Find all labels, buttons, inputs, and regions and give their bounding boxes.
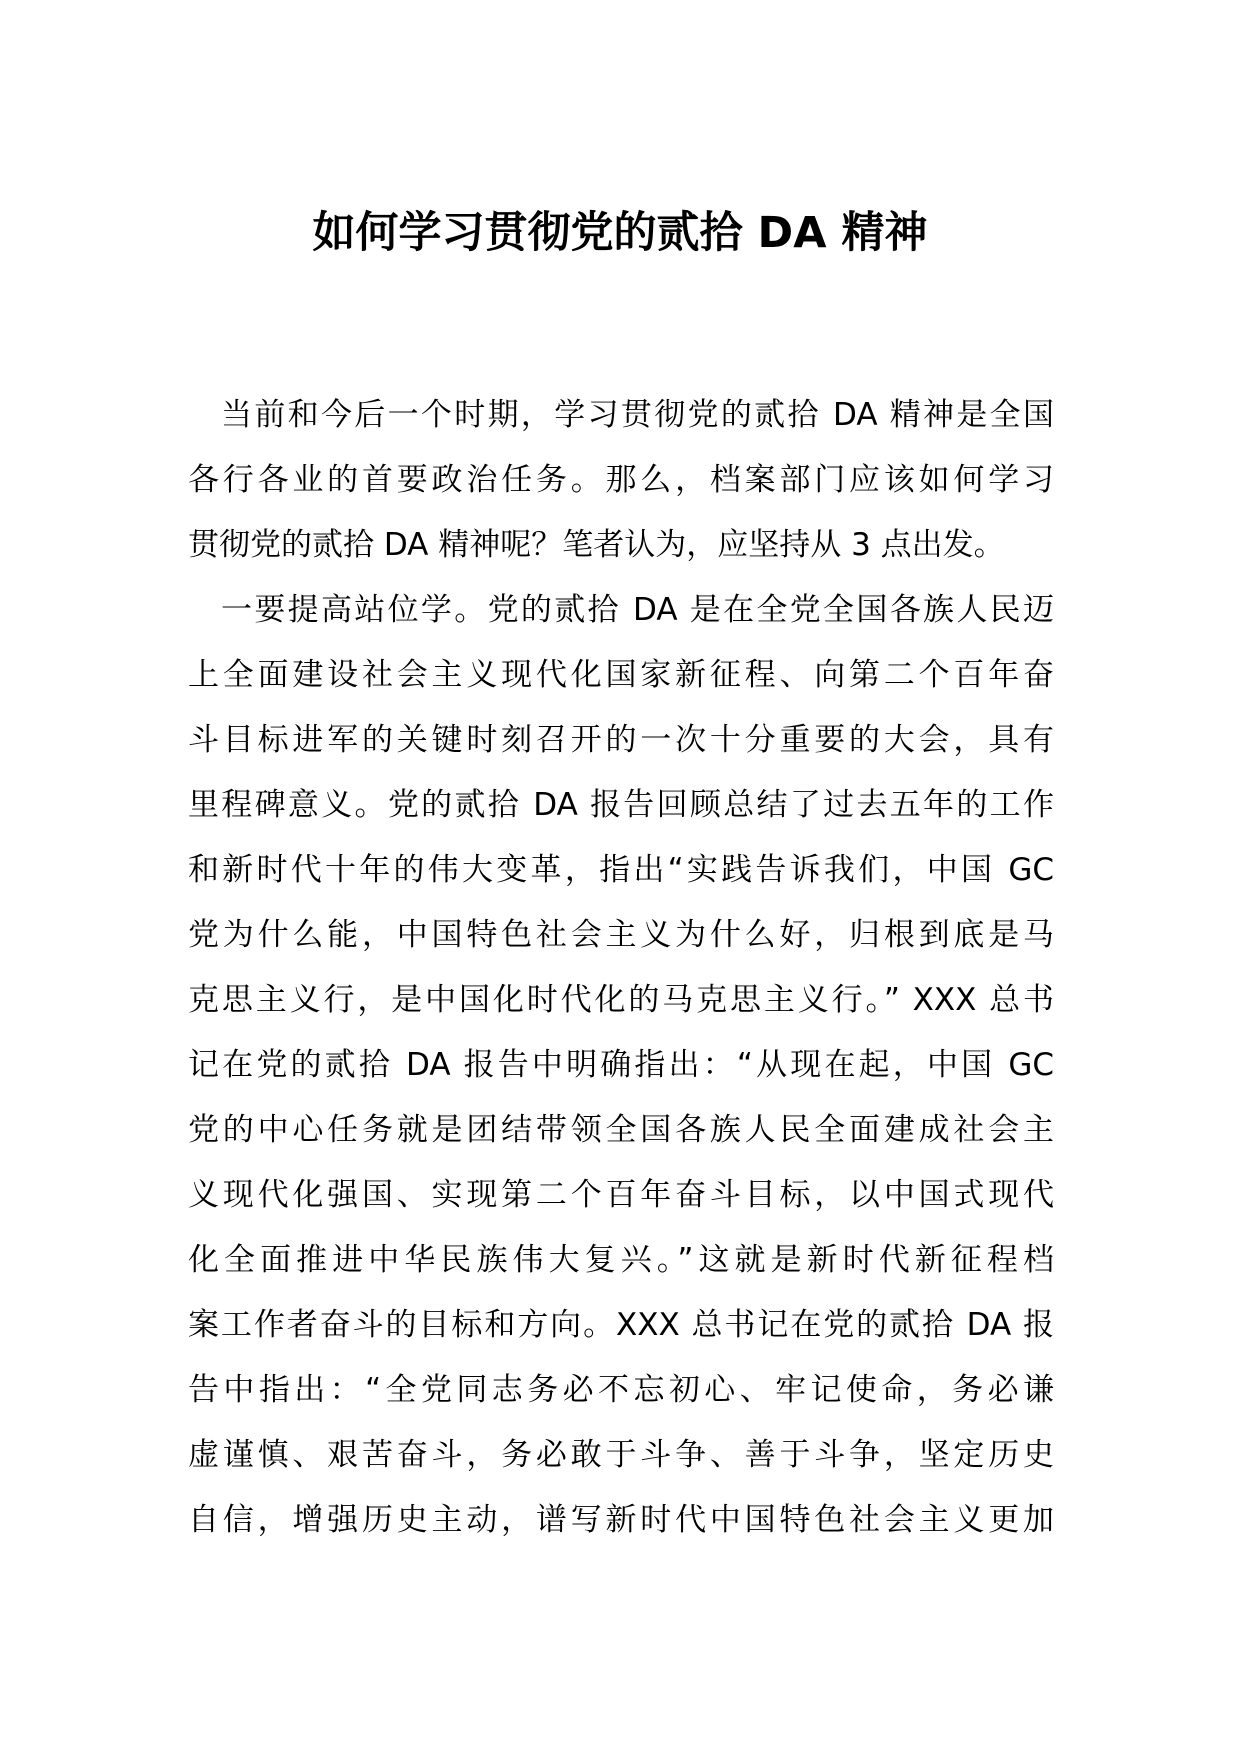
paragraph-2-line-10: 义现代化强国、实现第二个百年奋斗目标，以中国式现代 (188, 1177, 1054, 1213)
paragraph-2-line-15: 自信，增强历史主动，谱写新时代中国特色社会主义更加 (188, 1502, 1054, 1538)
paragraph-1-line-1: 当前和今后一个时期，学习贯彻党的贰拾 DA 精神是全国 (221, 397, 1054, 433)
paragraph-2-line-4: 里程碑意义。党的贰拾 DA 报告回顾总结了过去五年的工作 (188, 787, 1054, 823)
paragraph-2-line-14: 虚谨慎、艰苦奋斗，务必敢于斗争、善于斗争，坚定历史 (188, 1437, 1054, 1473)
document-body (188, 383, 1054, 1553)
paragraph-2-line-1: 一要提高站位学。党的贰拾 DA 是在全党全国各族人民迈 (221, 592, 1054, 628)
paragraph-2-line-8: 记在党的贰拾 DA 报告中明确指出：“从现在起，中国 GC (188, 1047, 1054, 1083)
paragraph-2-line-6: 党为什么能，中国特色社会主义为什么好，归根到底是马 (188, 917, 1054, 953)
paragraph-2-line-3: 斗目标进军的关键时刻召开的一次十分重要的大会，具有 (188, 722, 1054, 758)
paragraph-2-line-2: 上全面建设社会主义现代化国家新征程、向第二个百年奋 (188, 657, 1054, 693)
paragraph-1-line-2: 各行各业的首要政治任务。那么，档案部门应该如何学习 (188, 462, 1054, 498)
document-title: 如何学习贯彻党的贰拾 DA 精神 (312, 208, 928, 258)
paragraph-2-line-5: 和新时代十年的伟大变革，指出“实践告诉我们，中国 GC (188, 852, 1054, 888)
paragraph-2-line-11: 化全面推进中华民族伟大复兴。”这就是新时代新征程档 (188, 1242, 1054, 1278)
paragraph-2-line-12: 案工作者奋斗的目标和方向。XXX 总书记在党的贰拾 DA 报 (188, 1307, 1054, 1343)
paragraph-2-line-9: 党的中心任务就是团结带领全国各族人民全面建成社会主 (188, 1112, 1054, 1148)
paragraph-1-line-3: 贯彻党的贰拾 DA 精神呢？笔者认为，应坚持从 3 点出发。 (188, 527, 1005, 563)
paragraph-2-line-7: 克思主义行，是中国化时代化的马克思主义行。” XXX 总书 (188, 982, 1054, 1018)
paragraph-2-line-13: 告中指出：“全党同志务必不忘初心、牢记使命，务必谦 (188, 1372, 1054, 1408)
